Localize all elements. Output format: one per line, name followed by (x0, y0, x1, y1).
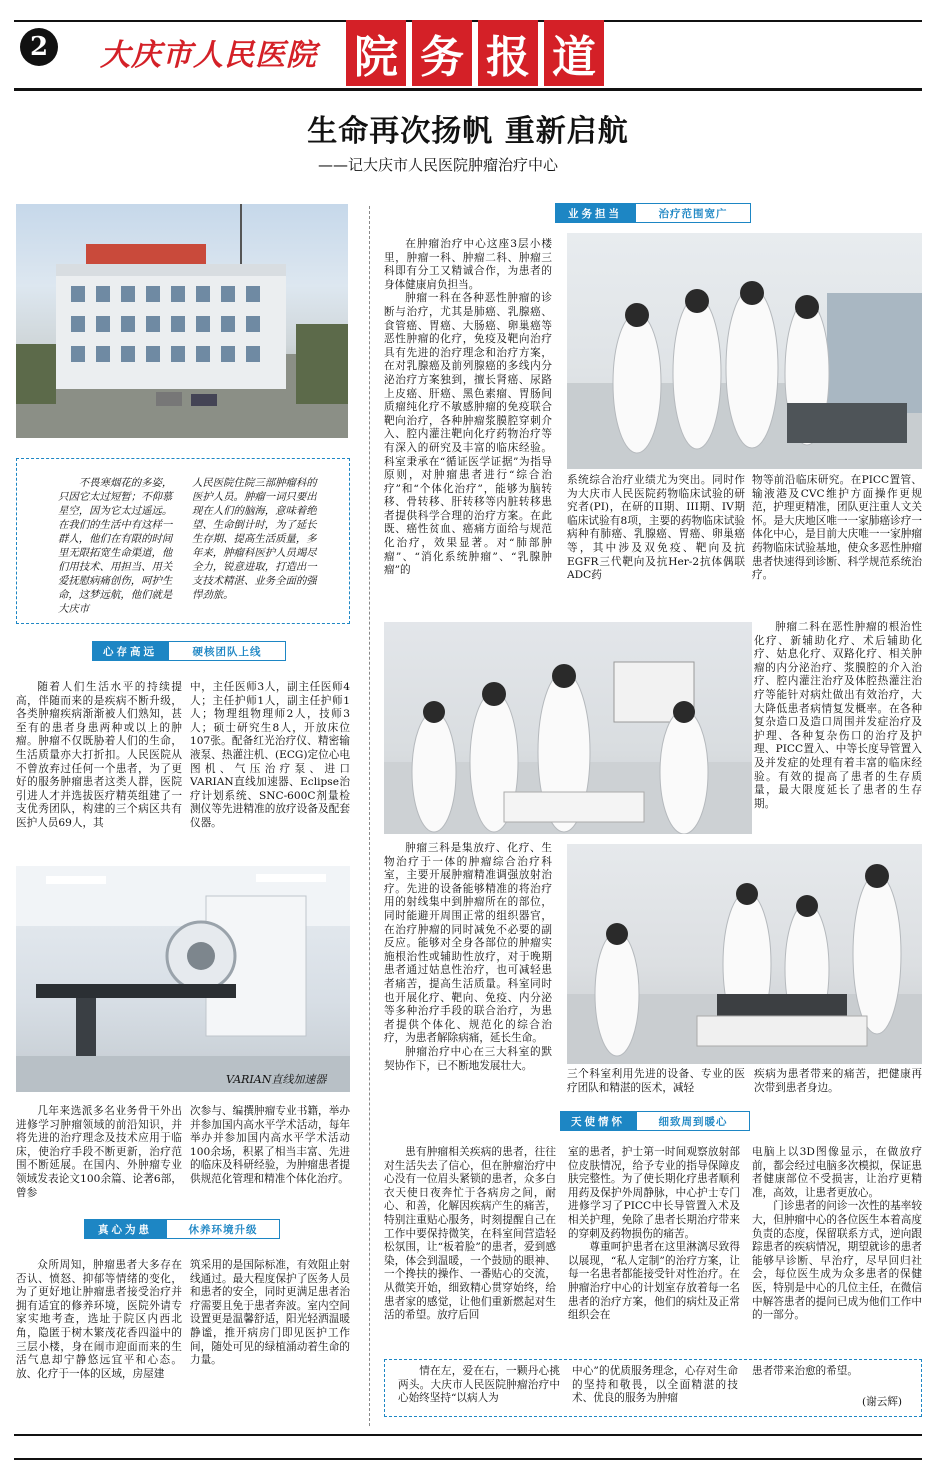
section-title (346, 20, 604, 86)
angel-col3: 电脑上以3D图像显示，在做放疗前，都会经过电脑多次模拟，保证患者健康部位不受损害，让治疗更精准，高效，让患者更放心。 门诊患者的问诊一次性的基率较大，但肿瘤中心的各位医生本着高度负责的态度，保留联系方式，逆向跟踪患者的疾病情况，期望就诊的患者能够早诊断、早治疗，尽早回归社会，每位医生成为众多患者的保健医，特别是中心的几位主任，在微信中解答患者的提问已成为他们工作中的一部分。 (752, 1146, 922, 1322)
section-head-env (84, 1219, 280, 1239)
building-illustration (16, 204, 348, 438)
section-title-char: 务 (412, 20, 472, 86)
angel-col2: 室的患者，护士第一时间观察放射部位皮肤情况，给予专业的指导保障皮肤完整性。为了使长期化疗患者顺利用药及保护外周静脉，中心护士专门进修学习了PICC中长导管置入术及相关护理，免除了患者长期治疗带来的穿刺及药物损伤的痛苦。 尊重呵护患者在这里淋漓尽致得以展现，“私人定制”的治疗方案，让每一名患者都能接受针对性治疗。在肿瘤治疗中心的计划室存放着每一名患者的治疗方案，他们的病灶及正常组织会在 (568, 1146, 740, 1322)
subheadline: ——记大庆市人民医院肿瘤治疗中心 (318, 156, 559, 174)
env-col1: 众所周知，肿瘤患者大多存在否认、愤怒、抑郁等情绪的变化，为了更好地让肿瘤患者接受治疗并拥有适宜的修养环境，医院外请专家实地考查，选址于院区内西北角，隐匿于树木繁茂花香四溢中的三层小楼，身在闹市迎面而来的生活气息却宁静悠远宜平和心态。放、化疗于一体的区域，房屋建 (16, 1259, 182, 1380)
team-col2: 中，主任医师3人，副主任医师4人；主任护师1人，副主任护师1人；物理组物理师2人，技师3人；硕士研究生8人，开放床位107张。配备红光治疗仪、精密输液泵、热灌注机、(ECG)定位心电图机、气压治疗泵、进口VARIAN直线加速器、Eclipse治疗计划系统、SNC-600C剂量检测仪等先进精准的放疗设备及配套仪器。 (190, 681, 350, 829)
team-col1: 随着人们生活水平的持续提高，伴随而来的是疾病不断升级，各类肿瘤疾病渐渐被人们熟知，甚至有的患者身患两种或以上的肿瘤。肿瘤不仅既胁着人们的生命，生活质量亦大打折扣。人民医院从不曾放弃过任何一个患者，为了更好的服务肿瘤患者这类人群，医院引进人才并选拔医疗精英组建了一支优秀团队，构建的三个病区共有医护人员69人，其 (16, 681, 182, 829)
section-label: 心存高远 (92, 641, 168, 661)
bottom-rule-1 (14, 1434, 922, 1436)
angel-col1: 患有肿瘤相关疾病的患者，往往对生活失去了信心，但在肿瘤治疗中心没有一位眉头紧锁的患者，众多白衣天使日夜奔忙于各病房之间，耐心、和善，化解因疾病产生的痛苦，特别注重贴心服务，时刻提醒自己在工作中要保持微笑，在科室间营造轻松氛围，让“板着脸”的患者，爱到感染，体会到温暖，一个鼓励的眼神、一个搀扶的操作、一番贴心的交流，从微笑开始，细致精心贯穿始终，给患者家的感觉，让他们重新燃起对生活的希望。放疗后回 (384, 1146, 556, 1322)
onc3-caption-2: 疾病为患者带来的痛苦，把健康再次带到患者身边。 (754, 1068, 922, 1094)
masthead-rule (14, 88, 922, 91)
paper-name: 大庆市人民医院 (100, 38, 317, 73)
ward-round-photo-3 (567, 844, 922, 1064)
ward-illustration-3 (567, 844, 922, 1064)
section-title-char: 报 (478, 20, 538, 86)
onc3-text: 肿瘤三科是集放疗、化疗、生物治疗于一体的肿瘤综合治疗科室，主要开展肿瘤精准调强放射治疗。先进的设备能够精准的将治疗用的射线集中到肿瘤所在的部位，同时能避开周围正常的组织器官，在治疗肿瘤的同时减免不必要的副反应。能够对全身各部位的肿瘤实施根治性或辅助性放疗，对于晚期患者通过姑息性治疗，也可减轻患者痛苦，提高生活质量。科室同时也开展化疗、靶向、免疫、内分泌等多种治疗手段的联合治疗，为患者提供个体化、规范化的综合治疗，为患者解除病痛，延长生命。 肿瘤治疗中心在三大科室的默契协作下，已不断地发展壮大。 (384, 842, 552, 1072)
onc3-caption-1: 三个科室利用先进的设备、专业的医疗团队和精湛的医术，减轻 (567, 1068, 745, 1094)
section-title-char: 道 (544, 20, 604, 86)
accelerator-photo (16, 866, 350, 1092)
section-sublabel: 硬核团队上线 (168, 641, 286, 661)
section-head-team (92, 641, 286, 661)
bottom-rule-2 (14, 1458, 922, 1460)
growth-col2: 次参与、编撰肿瘤专业书籍，举办并参加国内高水平学术活动，每年举办并参加国内高水平学术活动100余场，积累了相当丰富、先进的临床及科研经验，为肿瘤患者提供规范化管理和精准个体化治疗。 (190, 1105, 350, 1185)
section-label: 真心为患 (84, 1219, 166, 1239)
ward-illustration-1 (567, 233, 922, 469)
accelerator-illustration (16, 866, 350, 1092)
building-photo (16, 204, 348, 438)
intro-col2: 人民医院住院三部肿瘤科的医护人员。肿瘤一词只要出现在人们的脑海，意味着绝望、生命倒计时，为了延长生存期、提高生活质量，多年来，肿瘤科医护人员竭尽全力，锐意进取，打造出一支技术精湛、业务全面的强悍劲旅。 (192, 477, 317, 601)
ward-round-photo-1 (567, 233, 922, 469)
growth-col1: 几年来选派多名业务骨干外出进修学习肿瘤领域的前沿知识，并将先进的治疗理念及技术应用于临床，使治疗手段不断更新，治疗范围不断延展。在国内、外肿瘤专业领域发表论文100余篇、论著6部，曾参 (16, 1105, 182, 1199)
author-signature: (谢云辉) (862, 1396, 903, 1408)
section-head-business (555, 203, 751, 223)
intro-col1: 不畏寒烟花的多姿，只因它太过短暂；不仰慕星空，因为它太过遥远。在我们的生活中有这样一群人，他们在有限的时间里无限拓宽生命渠道，他们用技术、用担当、用关爱抚慰病痛创伤，呵护生命，这梦远航，他们就是大庆市 (58, 477, 173, 615)
closing-col3: 患者带来治愈的希望。 (752, 1365, 858, 1377)
trial-col1: 系统综合治疗业绩尤为突出。同时作为大庆市人民医院药物临床试验的研究者(PI)，在研的II期、III期、IV期临床试验有8项，主要的药物临床试验病种有肺癌、乳腺癌、胃癌、卵巢癌等，其中涉及双免疫、靶向及抗EGFR三代靶向及抗Her-2抗体偶联ADC药 (567, 474, 745, 582)
section-sublabel: 细致周到暖心 (636, 1111, 750, 1131)
headline: 生命再次扬帆 重新启航 (307, 114, 629, 149)
closing-col1: 情在左，爱在右，一颗丹心挑两头。大庆市人民医院肿瘤治疗中心始终坚持“以病人为 (398, 1365, 560, 1405)
section-label: 业务担当 (555, 203, 635, 223)
column-divider (369, 206, 370, 1426)
trial-col2: 物等前沿临床研究。在PICC置管、输液港及CVC维护方面操作更规范，护理更精准，团队更注重人文关怀。是大庆地区唯一一家肺癌诊疗一体化中心，是目前大庆唯一一家肿瘤药物临床试验基地，使众多恶性肿瘤患者快速得到诊断、科学规范系统治疗。 (752, 474, 922, 582)
business-text: 在肿瘤治疗中心这座3层小楼里，肿瘤一科、肿瘤二科、肿瘤三科即有分工又精诚合作，为患者的身体健康肩负担当。 肿瘤一科在各种恶性肿瘤的诊断与治疗，尤其是肺癌、乳腺癌、食管癌、胃癌、大肠癌、卵巢癌等恶性肿瘤的化疗，免疫及靶向治疗具有先进的治疗理念和治疗方案，在对乳腺癌及前列腺癌的多线内分泌治疗方案独到，擅长肾癌、尿路上皮癌、肝癌、黑色素瘤、胃肠间质瘤纯化疗不敏感肿瘤的免疫联合靶向治疗，各种肿瘤浆膜腔穿刺介入、腔内灌注靶向化疗药物治疗等有深入的研究及丰富的临床经验。科室秉承在“循证医学证据”为指导原则，对肿瘤患者进行“综合治疗”和“个体化治疗”，能够为脑转移、骨转移、肝转移等内脏转移患者提供科学合理的治疗方案。在此既、癌性贫血、癌痛方面给与规范化治疗，效果显著。对“肺部肿瘤”、“消化系统肿瘤”、“乳腺肿瘤”的 (384, 238, 552, 577)
ward-illustration-2 (384, 622, 752, 834)
section-sublabel: 治疗范围宽广 (635, 203, 751, 223)
onc2-text: 肿瘤二科在恶性肿瘤的根治性化疗、新辅助化疗、术后辅助化疗、姑息化疗、双路化疗、相关肿瘤的内分泌治疗、浆膜腔的介入治疗、腔内灌注治疗及体腔热灌注治疗等能针对病灶做出有效治疗，大大降低患者病情复发概率。在各种复杂造口及造口周围并发症治疗及护理、各种复杂伤口的治疗及护理、PICC置入、中等长度导管置入及并发症的处理有着丰富的临床经验。有效的提高了患者的生存质量，最大限度延长了患者的生存期。 (754, 621, 922, 810)
ward-round-photo-2 (384, 622, 752, 834)
page-number-badge (20, 28, 58, 66)
accelerator-caption: VARIAN直线加速器 (226, 1073, 327, 1086)
section-label: 天使情怀 (560, 1111, 636, 1131)
env-col2: 筑采用的是国际标准，有效阻止射线通过。最大程度保护了医务人员和患者的安全，同时更满足患者治疗需要且免于患者奔波。室内空间设置更是温馨舒适，阳光轻洒温暖静谧，推开病房门即见医护工作间，随处可见的绿植涌动着生命的力量。 (190, 1259, 350, 1367)
section-sublabel: 休养环境升级 (166, 1219, 280, 1239)
section-title-char: 院 (346, 20, 406, 86)
section-head-angel (560, 1111, 750, 1131)
closing-col2: 中心”的优质服务理念，心存对生命的坚持和敬畏，以全面精湛的技术、优良的服务为肿瘤 (572, 1365, 738, 1405)
page-number: 2 (29, 32, 49, 62)
